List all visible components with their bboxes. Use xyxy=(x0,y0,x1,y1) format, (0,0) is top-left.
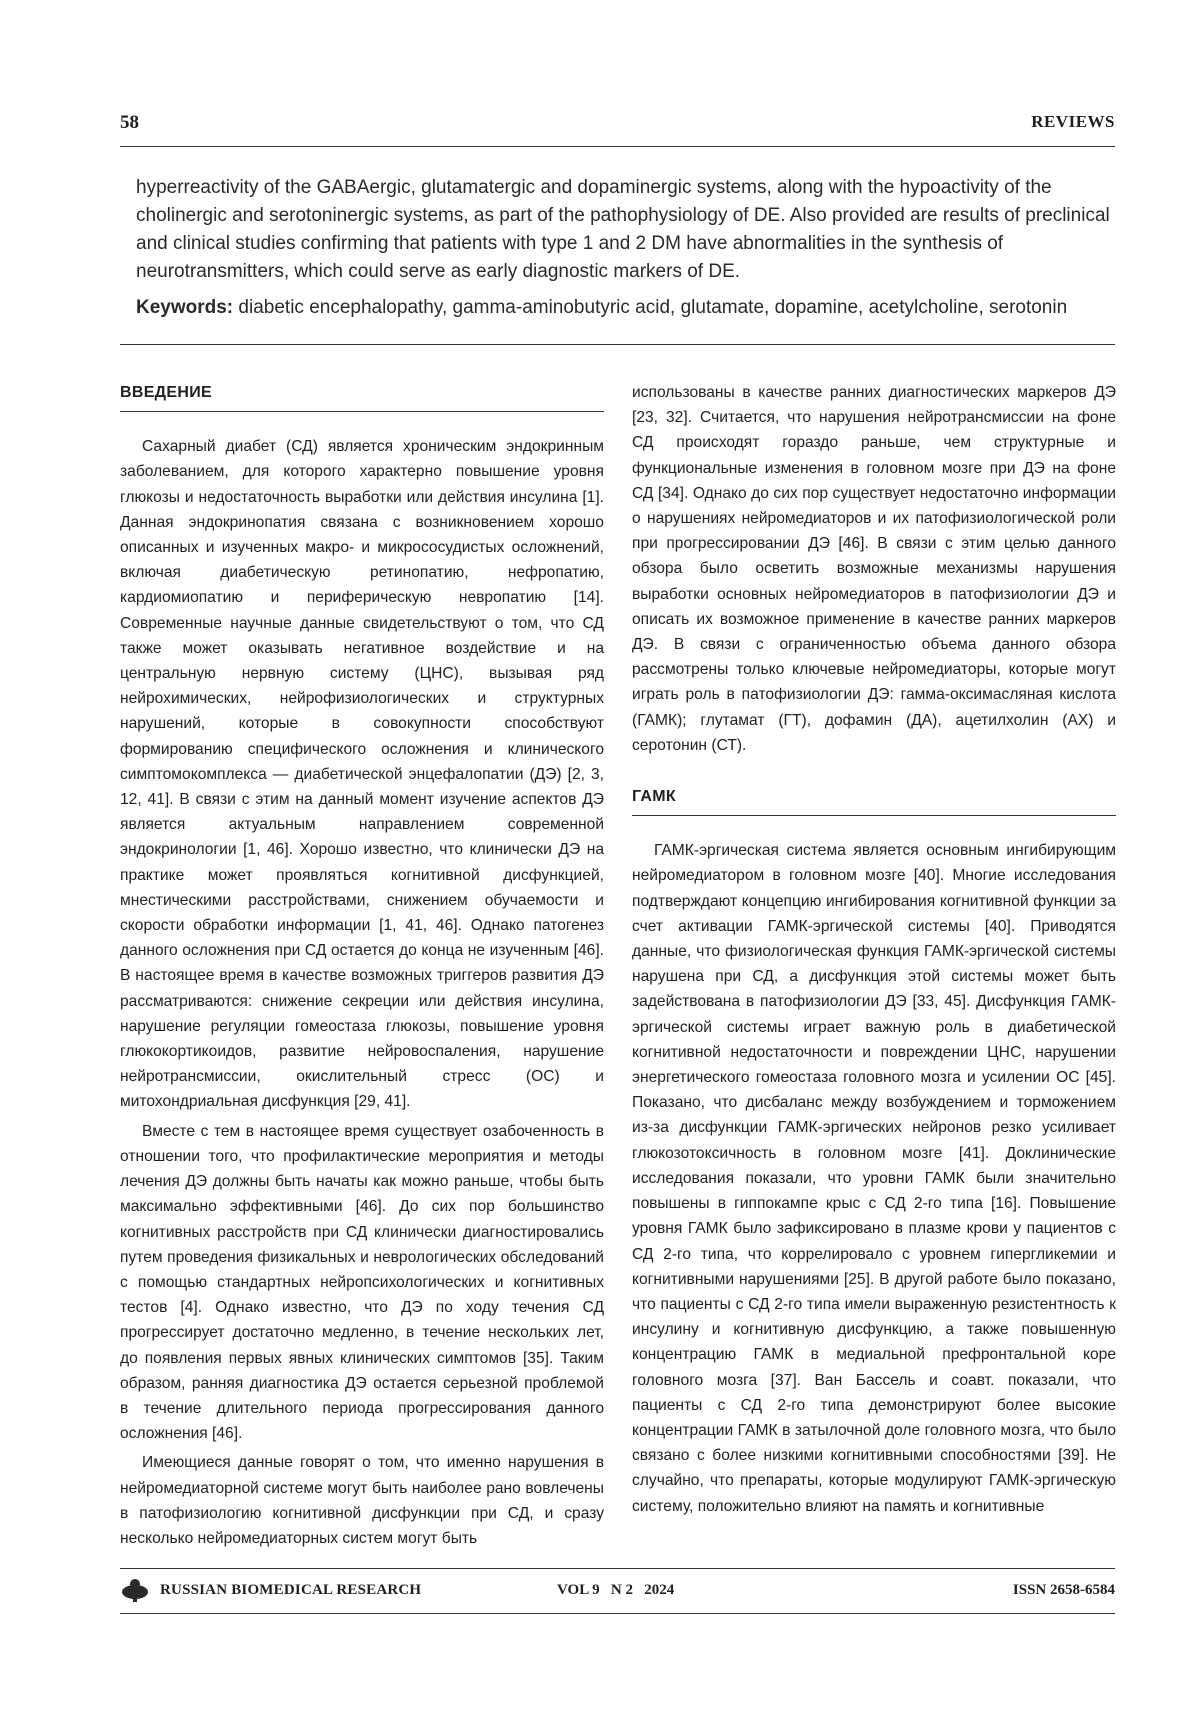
keywords-list: diabetic encephalopathy, gamma-aminobutyric acid, glutamate, dopamine, acetylcholine, serotonin xyxy=(238,297,1068,318)
right-column xyxy=(632,380,1116,1523)
left-column xyxy=(120,380,604,1555)
page-footer xyxy=(120,1568,1115,1614)
intro-paragraph-3-continued: использованы в качестве ранних диагностических маркеров ДЭ [23, 32]. Считается, что нарушения нейротрансмиссии на фоне СД происходят гораздо раньше, чем структурные и функциональные изменения в головном мозге при ДЭ на фоне СД [34]. Однако до сих пор существует недостаточно информации о нарушениях нейромедиаторов и их патофизиологической роли при прогрессировании ДЭ [46]. В связи с этим целью данного обзора было осветить возможные механизмы нарушения выработки основных нейромедиаторов в патофизиологии ДЭ и описать их возможное применение в качестве ранних маркеров ДЭ. В связи с ограниченностью объема данного обзора рассмотрены только ключевые нейромедиаторы, которые могут играть роль в патофизиологии ДЭ: гамма-оксимасляная кислота (ГАМК); глутамат (ГТ), дофамин (ДА), ацетилхолин (АХ) и серотонин (СТ). xyxy=(632,384,1116,754)
running-header xyxy=(120,108,1115,147)
gaba-paragraph-1: ГАМК-эргическая система является основным ингибирующим нейромедиатором в головном мозге [40]. Многие исследования подтверждают концепцию ингибирования когнитивной функции за счет активации ГАМК-эргической системы [40]. Приводятся данные, что физиологическая функция ГАМК-эргической системы нарушена при СД, а дисфункция этой системы может быть задействована в патофизиологии ДЭ [33, 45]. Дисфункция ГАМК-эргической системы играет важную роль в диабетической когнитивной недостаточности и повреждении ЦНС, нарушении энергетического гомеостаза головного мозга и усилении ОС [45]. Показано, что дисбаланс между возбуждением и торможением из-за дисфункции ГАМК-эргических нейронов резко усиливает глюкозотоксичность в головном мозге [41]. Доклинические исследования показали, что уровни ГАМК были значительно повышены в гиппокампе крыс с СД 2-го типа [16]. Повышение уровня ГАМК было зафиксировано в плазме крови у пациентов с СД 2-го типа, что коррелировало с уровнем гипергликемии и когнитивными нарушениями [25]. В другой работе было показано, что пациенты с СД 2-го типа имели выраженную резистентность к инсулину и когнитивную дисфункцию, а также повышенную концентрацию ГАМК в медиальной префронтальной коре головного мозга [37]. Ван Бассель и соавт. показали, что пациенты с СД 2-го типа демонстрируют более высокие концентрации ГАМК в затылочной доле головного мозга, что было связано с более низкими когнитивными способностями [39]. Не случайно, что препараты, которые модулируют ГАМК-эргическую систему, положительно влияют на память и когнитивные xyxy=(632,842,1116,1515)
journal-logo-icon xyxy=(120,1577,150,1603)
section-heading-introduction: ВВЕДЕНИЕ xyxy=(120,380,604,412)
intro-paragraph-2: Вместе с тем в настоящее время существует озабоченность в отношении того, что профилактические мероприятия и методы лечения ДЭ должны быть начаты как можно раньше, чтобы быть максимально эффективными [46]. До сих пор большинство когнитивных расстройств при СД клинически диагностировались путем проведения физикальных и неврологических обследований с помощью стандартных нейропсихологических и когнитивных тестов [4]. Однако известно, что ДЭ по ходу течения СД прогрессирует достаточно медленно, в течение нескольких лет, до появления первых явных клинических симптомов [35]. Таким образом, ранняя диагностика ДЭ остается серьезной проблемой в течение длительного периода прогрессирования данного осложнения [46]. xyxy=(120,1122,604,1443)
intro-paragraph-1: Сахарный диабет (СД) является хроническим эндокринным заболеванием, для которого характерно повышение уровня глюкозы и недостаточность выработки или действия инсулина [1]. Данная эндокринопатия связана с возникновением хорошо описанных и изученных макро- и микрососудистых осложнений, включая диабетическую ретинопатию, нефропатию, кардиомиопатию и периферическую невропатию [14]. Современные научные данные свидетельствуют о том, что СД также может оказывать негативное воздействие и на центральную нервную систему (ЦНС), вызывая ряд нейрохимических, нейрофизиологических и структурных нарушений, которые в совокупности способствуют формированию специфического осложнения и клинического симптомокомплекса — диабетической энцефалопатии (ДЭ) [2, 3, 12, 41]. В связи с этим на данный момент изучение аспектов ДЭ является актуальным направлением современной эндокринологии [1, 46]. Хорошо известно, что клинически ДЭ на практике может проявляться когнитивной дисфункцией, мнестическими расстройствами, снижением обучаемости и скорости обработки информации [1, 41, 46]. Однако патогенез данного осложнения при СД остается до конца не изученным [46]. В настоящее время в качестве возможных триггеров развития ДЭ рассматриваются: снижение секреции или действия инсулина, нарушение регуляции гомеостаза глюкозы, повышение уровня глюкокортикоидов, развитие нейровоспаления, нарушение нейротрансмиссии, окислительный стресс (ОС) и митохондриальная дисфункция [29, 41]. xyxy=(120,438,604,1111)
abstract-text: hyperreactivity of the GABAergic, glutamatergic and dopaminergic systems, along with the hypoactivity of the cholinergic and serotoninergic systems, as part of the pathophysiology of DE. Also provided are results of preclinical and clinical studies confirming that patients with type 1 and 2 DM have abnormalities in the synthesis of neurotransmitters, which could serve as early diagnostic markers of DE. xyxy=(136,177,1110,282)
page-number: 58 xyxy=(120,112,139,133)
issn-number: ISSN 2658-6584 xyxy=(1012,1582,1115,1598)
section-heading-gaba: ГАМК xyxy=(632,784,1116,816)
intro-paragraph-3: Имеющиеся данные говорят о том, что именно нарушения в нейромедиаторной системе могут быть наиболее рано вовлечены в патофизиологию когнитивной дисфункции при СД, и сразу несколько нейромедиаторных систем могут быть xyxy=(120,1454,604,1547)
section-label: REVIEWS xyxy=(1031,112,1115,131)
journal-name: RUSSIAN BIOMEDICAL RESEARCH xyxy=(160,1582,422,1598)
abstract-divider xyxy=(120,344,1115,345)
abstract-continuation xyxy=(136,174,1126,286)
issue-info: VOL 9 N 2 2024 xyxy=(557,1582,675,1598)
keywords-line xyxy=(136,294,1126,322)
keywords-label: Keywords: xyxy=(136,297,234,318)
